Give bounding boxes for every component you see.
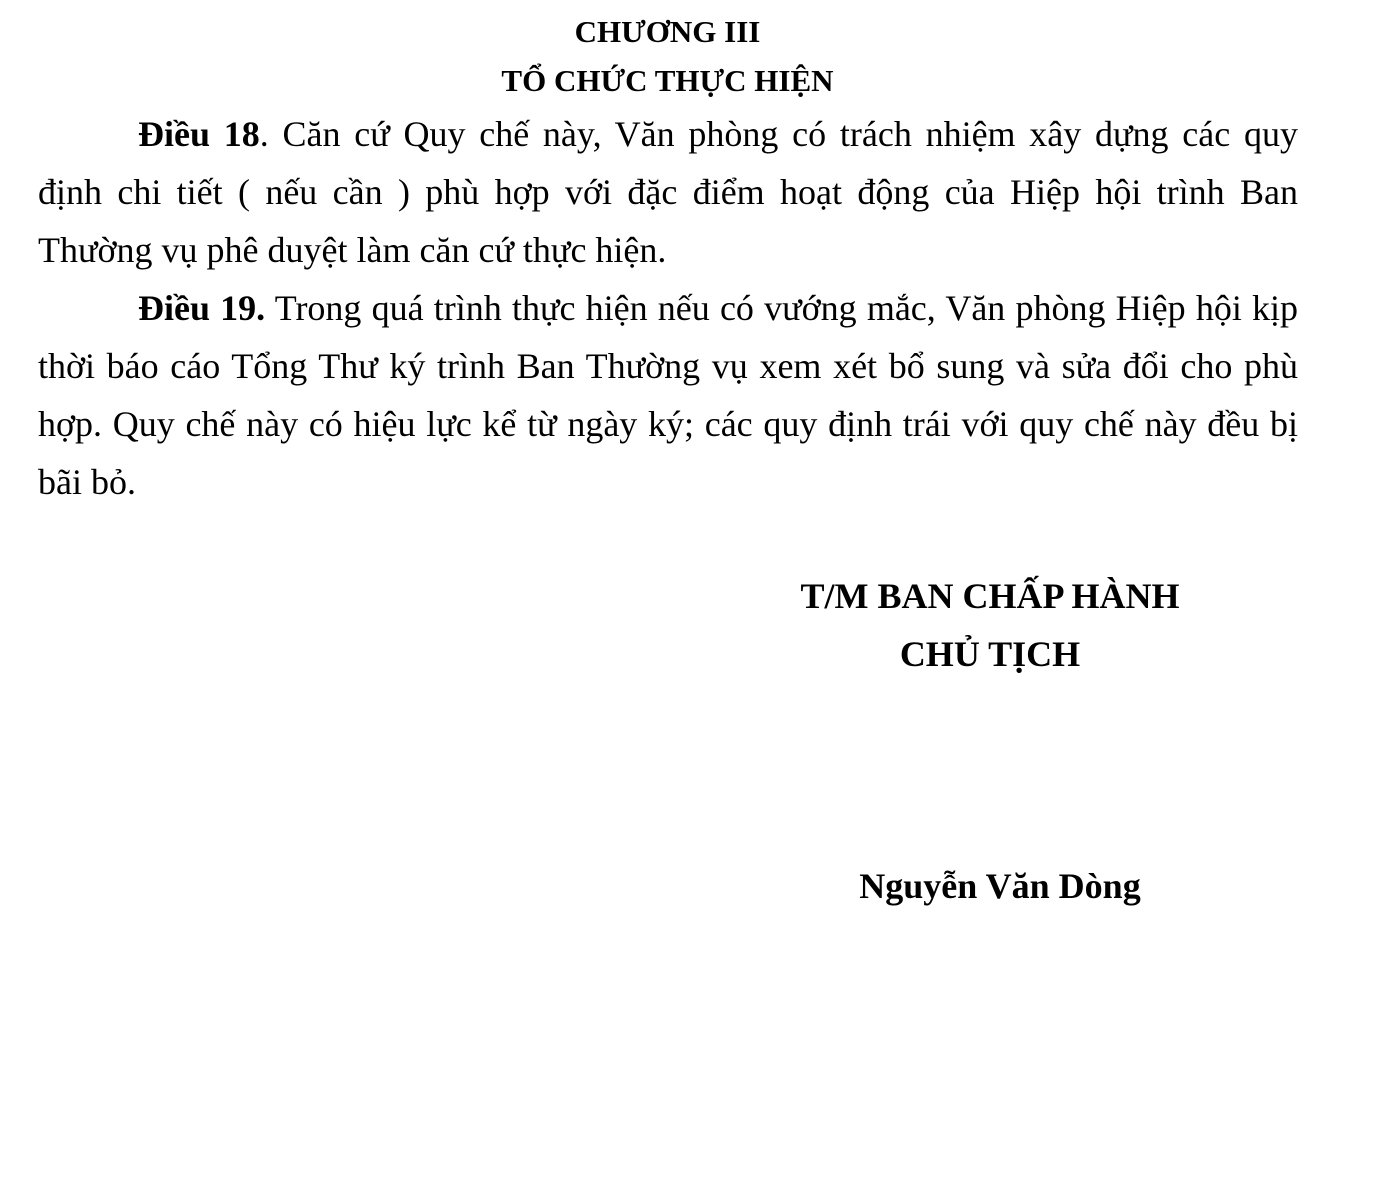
- signature-on-behalf-of: T/M BAN CHẤP HÀNH: [800, 576, 1180, 616]
- article-18: [38, 105, 1298, 279]
- article-18-text: . Căn cứ Quy chế này, Văn phòng có trách nhiệm xây dựng các quy định chi tiết ( nếu cần ) phù hợp với đặc điểm hoạt động của Hiệp hội trình Ban Thường vụ phê duyệt làm căn cứ thực hiện.: [38, 114, 1298, 270]
- chapter-title: TỔ CHỨC THỰC HIỆN: [501, 63, 834, 98]
- signature-position: CHỦ TỊCH: [899, 634, 1081, 674]
- chapter-number: CHƯƠNG III: [574, 14, 761, 49]
- article-19-label: Điều 19.: [138, 288, 266, 328]
- signer-name: Nguyễn Văn Dòng: [859, 866, 1141, 906]
- article-19: [38, 279, 1298, 511]
- article-19-text: Trong quá trình thực hiện nếu có vướng mắc, Văn phòng Hiệp hội kịp thời báo cáo Tổng Thư ký trình Ban Thường vụ xem xét bổ sung và sửa đổi cho phù hợp. Quy chế này có hiệu lực kể từ ngày ký; các quy định trái với quy chế này đều bị bãi bỏ.: [38, 288, 1299, 502]
- article-18-label: Điều 18: [138, 114, 260, 154]
